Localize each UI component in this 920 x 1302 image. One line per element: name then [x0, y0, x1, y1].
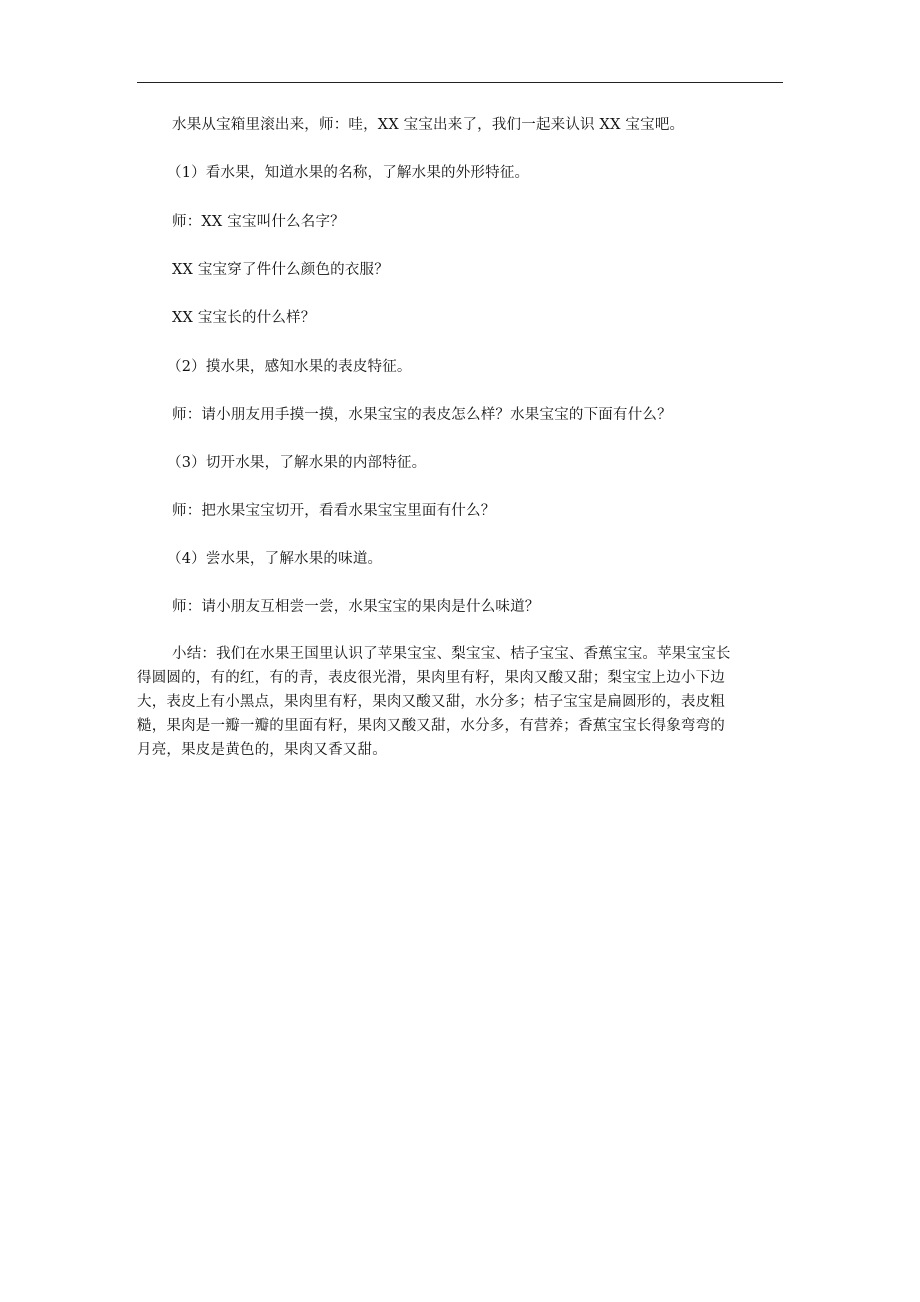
summary-line: 糙，果肉是一瓣一瓣的里面有籽，果肉又酸又甜，水分多，有营养；香蕉宝宝长得象弯弯的 [137, 718, 725, 734]
header-rule [137, 82, 783, 83]
summary-line: 得圆圆的，有的红，有的青，表皮很光滑，果肉里有籽，果肉又酸又甜；梨宝宝上边小下边 [137, 670, 725, 686]
teacher-question-1: 师：XX 宝宝叫什么名字？ [172, 214, 345, 230]
summary-paragraph [137, 642, 783, 762]
teacher-question-3: 师：把水果宝宝切开，看看水果宝宝里面有什么？ [172, 503, 496, 519]
step-3-heading: （3）切开水果，了解水果的内部特征。 [167, 455, 427, 471]
summary-line: 大，表皮上有小黑点，果肉里有籽，果肉又酸又甜，水分多；桔子宝宝是扁圆形的，表皮粗 [137, 694, 725, 710]
teacher-question-2: 师：请小朋友用手摸一摸，水果宝宝的表皮怎么样？水果宝宝的下面有什么？ [172, 407, 672, 423]
step-2-heading: （2）摸水果，感知水果的表皮特征。 [167, 359, 412, 375]
step-4-heading: （4）尝水果，了解水果的味道。 [167, 551, 383, 567]
question-appearance: XX 宝宝长的什么样？ [172, 310, 316, 326]
summary-line: 小结：我们在水果王国里认识了苹果宝宝、梨宝宝、桔子宝宝、香蕉宝宝。苹果宝宝长 [172, 646, 731, 662]
step-1-heading: （1）看水果，知道水果的名称，了解水果的外形特征。 [167, 165, 530, 181]
paragraph-intro: 水果从宝箱里滚出来，师：哇，XX 宝宝出来了，我们一起来认识 XX 宝宝吧。 [172, 117, 685, 133]
question-clothes-color: XX 宝宝穿了件什么颜色的衣服？ [172, 262, 389, 278]
summary-line: 月亮，果皮是黄色的，果肉又香又甜。 [137, 742, 387, 758]
teacher-question-4: 师：请小朋友互相尝一尝，水果宝宝的果肉是什么味道？ [172, 599, 540, 615]
